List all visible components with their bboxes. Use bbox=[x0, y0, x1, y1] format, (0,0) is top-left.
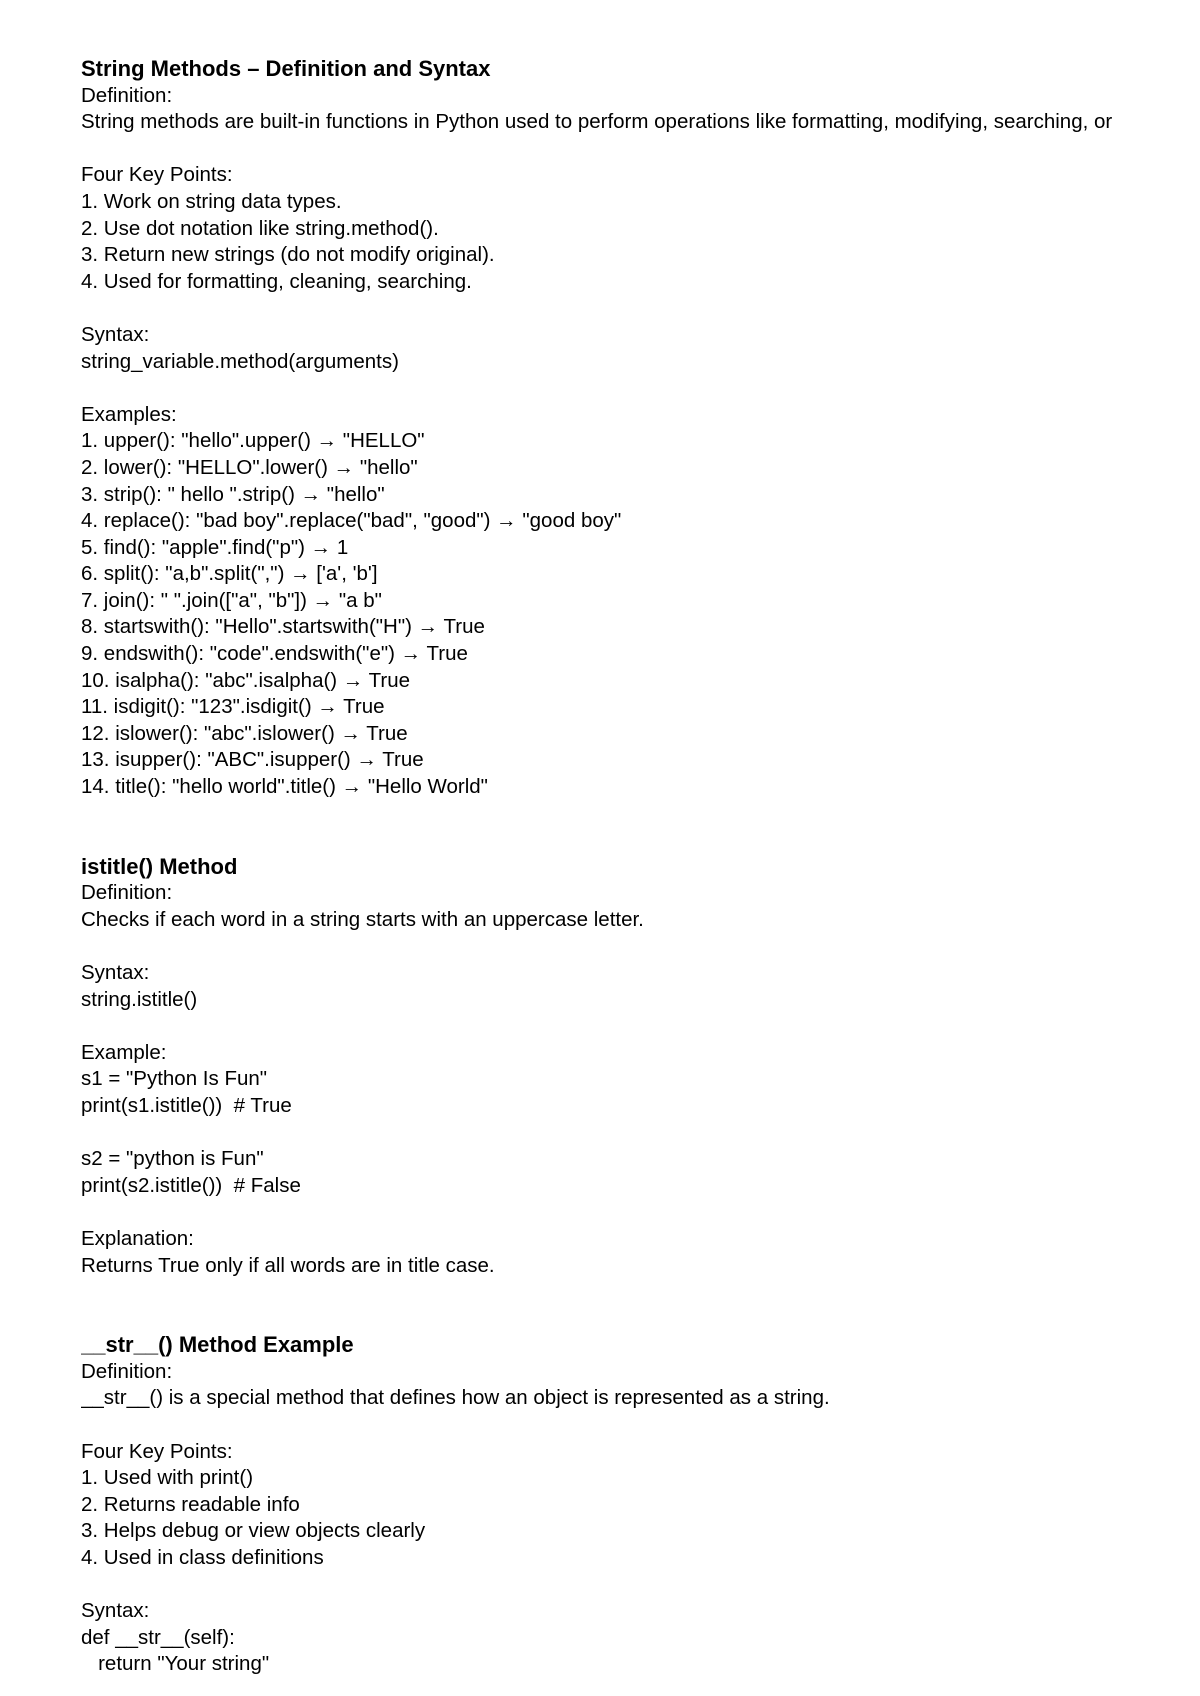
spacer bbox=[81, 1013, 1200, 1040]
spacer bbox=[81, 1571, 1200, 1598]
list-item: 4. Used for formatting, cleaning, searching. bbox=[81, 269, 472, 293]
example-item: 6. split(): "a,b".split(",") → ['a', 'b'] bbox=[81, 562, 378, 586]
definition-text: __str__() is a special method that defines how an object is represented as a string. bbox=[81, 1386, 830, 1410]
example-item: 13. isupper(): "ABC".isupper() → True bbox=[81, 748, 424, 772]
code-line: s1 = "Python Is Fun" bbox=[81, 1067, 268, 1091]
example-item: 4. replace(): "bad boy".replace("bad", "good") → "good boy" bbox=[81, 509, 622, 533]
spacer bbox=[81, 1412, 1200, 1439]
example-label: Example: bbox=[81, 1040, 167, 1064]
syntax-label: Syntax: bbox=[81, 961, 150, 984]
example-item: 2. lower(): "HELLO".lower() → "hello" bbox=[81, 455, 418, 479]
definition-label: Definition: bbox=[81, 83, 173, 107]
list-item: 1. Used with print() bbox=[81, 1466, 254, 1490]
list-item: 3. Return new strings (do not modify original). bbox=[81, 243, 495, 267]
code-line: def __str__(self): bbox=[81, 1625, 235, 1649]
definition-text: Checks if each word in a string starts with an uppercase letter. bbox=[81, 907, 644, 931]
code-line: return "Your string" bbox=[81, 1652, 270, 1676]
syntax-label: Syntax: bbox=[81, 322, 150, 346]
example-item: 7. join(): " ".join(["a", "b"]) → "a b" bbox=[81, 588, 382, 612]
section-title-str-method: __str__() Method Example bbox=[81, 1332, 354, 1358]
list-item: 2. Use dot notation like string.method(). bbox=[81, 216, 439, 240]
key-points-label: Four Key Points: bbox=[81, 163, 233, 187]
code-line: s2 = "python is Fun" bbox=[81, 1147, 264, 1171]
example-item: 11. isdigit(): "123".isdigit() → True bbox=[81, 695, 385, 719]
section-title-istitle: istitle() Method bbox=[81, 853, 238, 879]
list-item: 2. Returns readable info bbox=[81, 1492, 300, 1516]
document-page bbox=[81, 56, 1200, 1678]
example-item: 12. islower(): "abc".islower() → True bbox=[81, 721, 408, 745]
section-spacer bbox=[81, 801, 1200, 854]
definition-label: Definition: bbox=[81, 881, 173, 905]
example-item: 5. find(): "apple".find("p") → 1 bbox=[81, 535, 349, 559]
spacer bbox=[81, 136, 1200, 163]
example-item: 10. isalpha(): "abc".isalpha() → True bbox=[81, 668, 411, 692]
spacer bbox=[81, 1199, 1200, 1226]
spacer bbox=[81, 375, 1200, 402]
explanation-text: Returns True only if all words are in title case. bbox=[81, 1253, 495, 1277]
code-line: print(s1.istitle()) # True bbox=[81, 1093, 292, 1117]
list-item: 4. Used in class definitions bbox=[81, 1545, 324, 1569]
syntax-text: string_variable.method(arguments) bbox=[81, 349, 399, 373]
definition-text: String methods are built-in functions in Python used to perform operations like formatting, modifying, searching, or bbox=[81, 110, 1113, 134]
list-item: 1. Work on string data types. bbox=[81, 189, 342, 213]
spacer bbox=[81, 933, 1200, 960]
example-item: 3. strip(): " hello ".strip() → "hello" bbox=[81, 482, 385, 506]
spacer bbox=[81, 295, 1200, 322]
explanation-label: Explanation: bbox=[81, 1226, 194, 1250]
code-line: print(s2.istitle()) # False bbox=[81, 1173, 301, 1197]
section-title-string-methods: String Methods – Definition and Syntax bbox=[81, 56, 491, 81]
example-item: 9. endswith(): "code".endswith("e") → True bbox=[81, 642, 468, 666]
list-item: 3. Helps debug or view objects clearly bbox=[81, 1519, 426, 1543]
section-spacer bbox=[81, 1279, 1200, 1332]
syntax-label: Syntax: bbox=[81, 1599, 150, 1623]
definition-label: Definition: bbox=[81, 1359, 173, 1383]
example-item: 1. upper(): "hello".upper() → "HELLO" bbox=[81, 429, 425, 453]
key-points-label: Four Key Points: bbox=[81, 1439, 233, 1463]
examples-label: Examples: bbox=[81, 402, 177, 426]
spacer bbox=[81, 1120, 1200, 1147]
example-item: 14. title(): "hello world".title() → "Hello World" bbox=[81, 775, 488, 799]
syntax-text: string.istitle() bbox=[81, 987, 198, 1011]
example-item: 8. startswith(): "Hello".startswith("H") → True bbox=[81, 615, 485, 639]
